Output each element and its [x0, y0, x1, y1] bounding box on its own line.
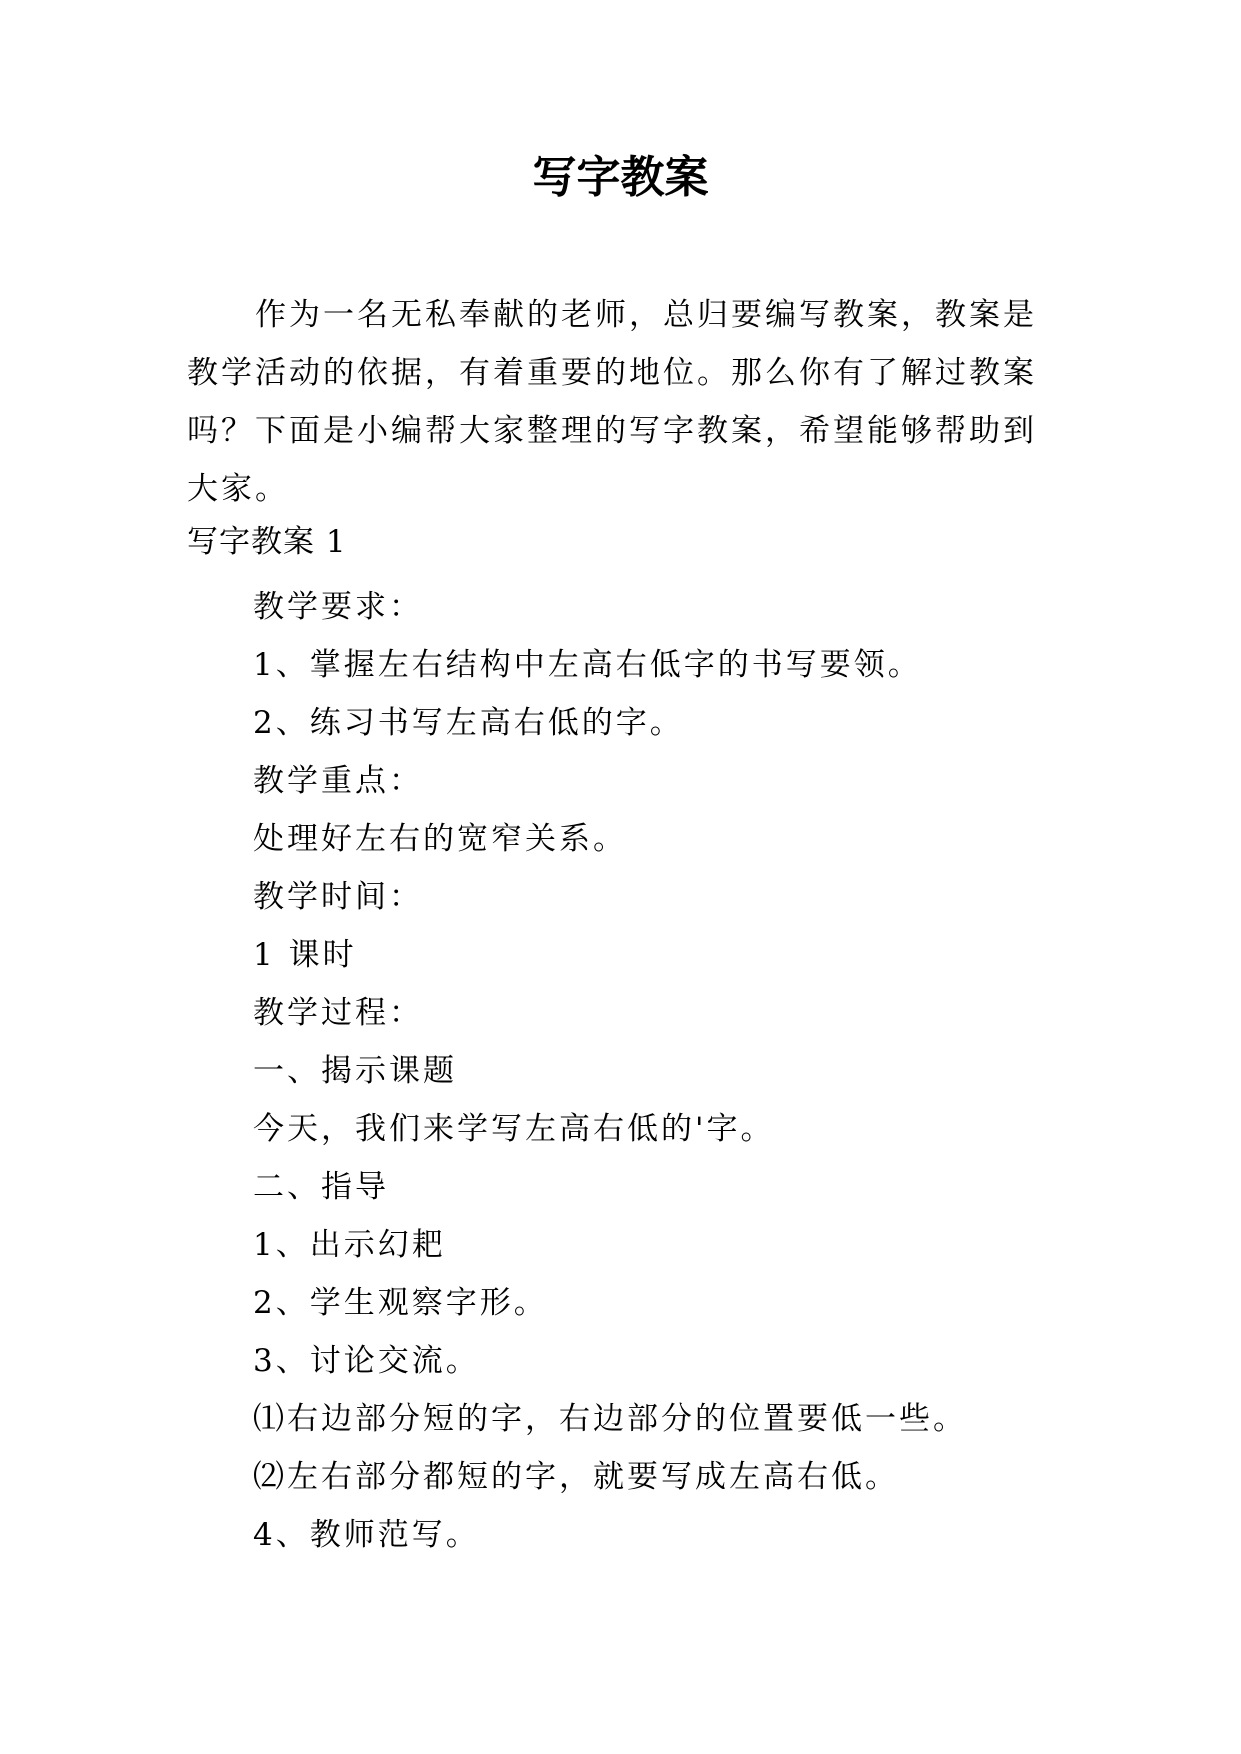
lesson-plan-lines: [253, 578, 967, 1564]
line-step-1-content: 今天，我们来学写左高右低的'字。: [253, 1111, 775, 1147]
line-guide-2: 2、学生观察字形。: [253, 1285, 548, 1321]
section-heading: 写字教案 1: [187, 524, 347, 560]
line-step-1: 一、揭示课题: [253, 1053, 457, 1089]
line-guide-3: 3、讨论交流。: [253, 1343, 480, 1379]
line-step-2: 二、指导: [253, 1169, 389, 1205]
intro-paragraph: 作为一名无私奉献的老师，总归要编写教案，教案是教学活动的依据，有着重要的地位。那么你有了解过教案吗？下面是小编帮大家整理的写字教案，希望能够帮助到大家。: [187, 297, 1037, 507]
line-teaching-focus: 教学重点：: [253, 763, 423, 799]
line-teaching-requirements: 教学要求：: [253, 589, 423, 625]
line-requirement-1: 1、掌握左右结构中左高右低字的书写要领。: [253, 647, 922, 683]
line-focus-content: 处理好左右的宽窄关系。: [253, 821, 627, 857]
line-guide-3-a: ⑴右边部分短的字，右边部分的位置要低一些。: [253, 1401, 967, 1437]
document-title: 写字教案: [532, 152, 709, 203]
line-guide-4: 4、教师范写。: [253, 1517, 480, 1553]
line-teaching-process: 教学过程：: [253, 995, 423, 1031]
line-teaching-time: 教学时间：: [253, 879, 423, 915]
line-time-content: 1 课时: [253, 937, 357, 973]
line-guide-3-b: ⑵左右部分都短的字，就要写成左高右低。: [253, 1459, 899, 1495]
line-requirement-2: 2、练习书写左高右低的字。: [253, 705, 684, 741]
line-guide-1: 1、出示幻耙: [253, 1227, 446, 1263]
